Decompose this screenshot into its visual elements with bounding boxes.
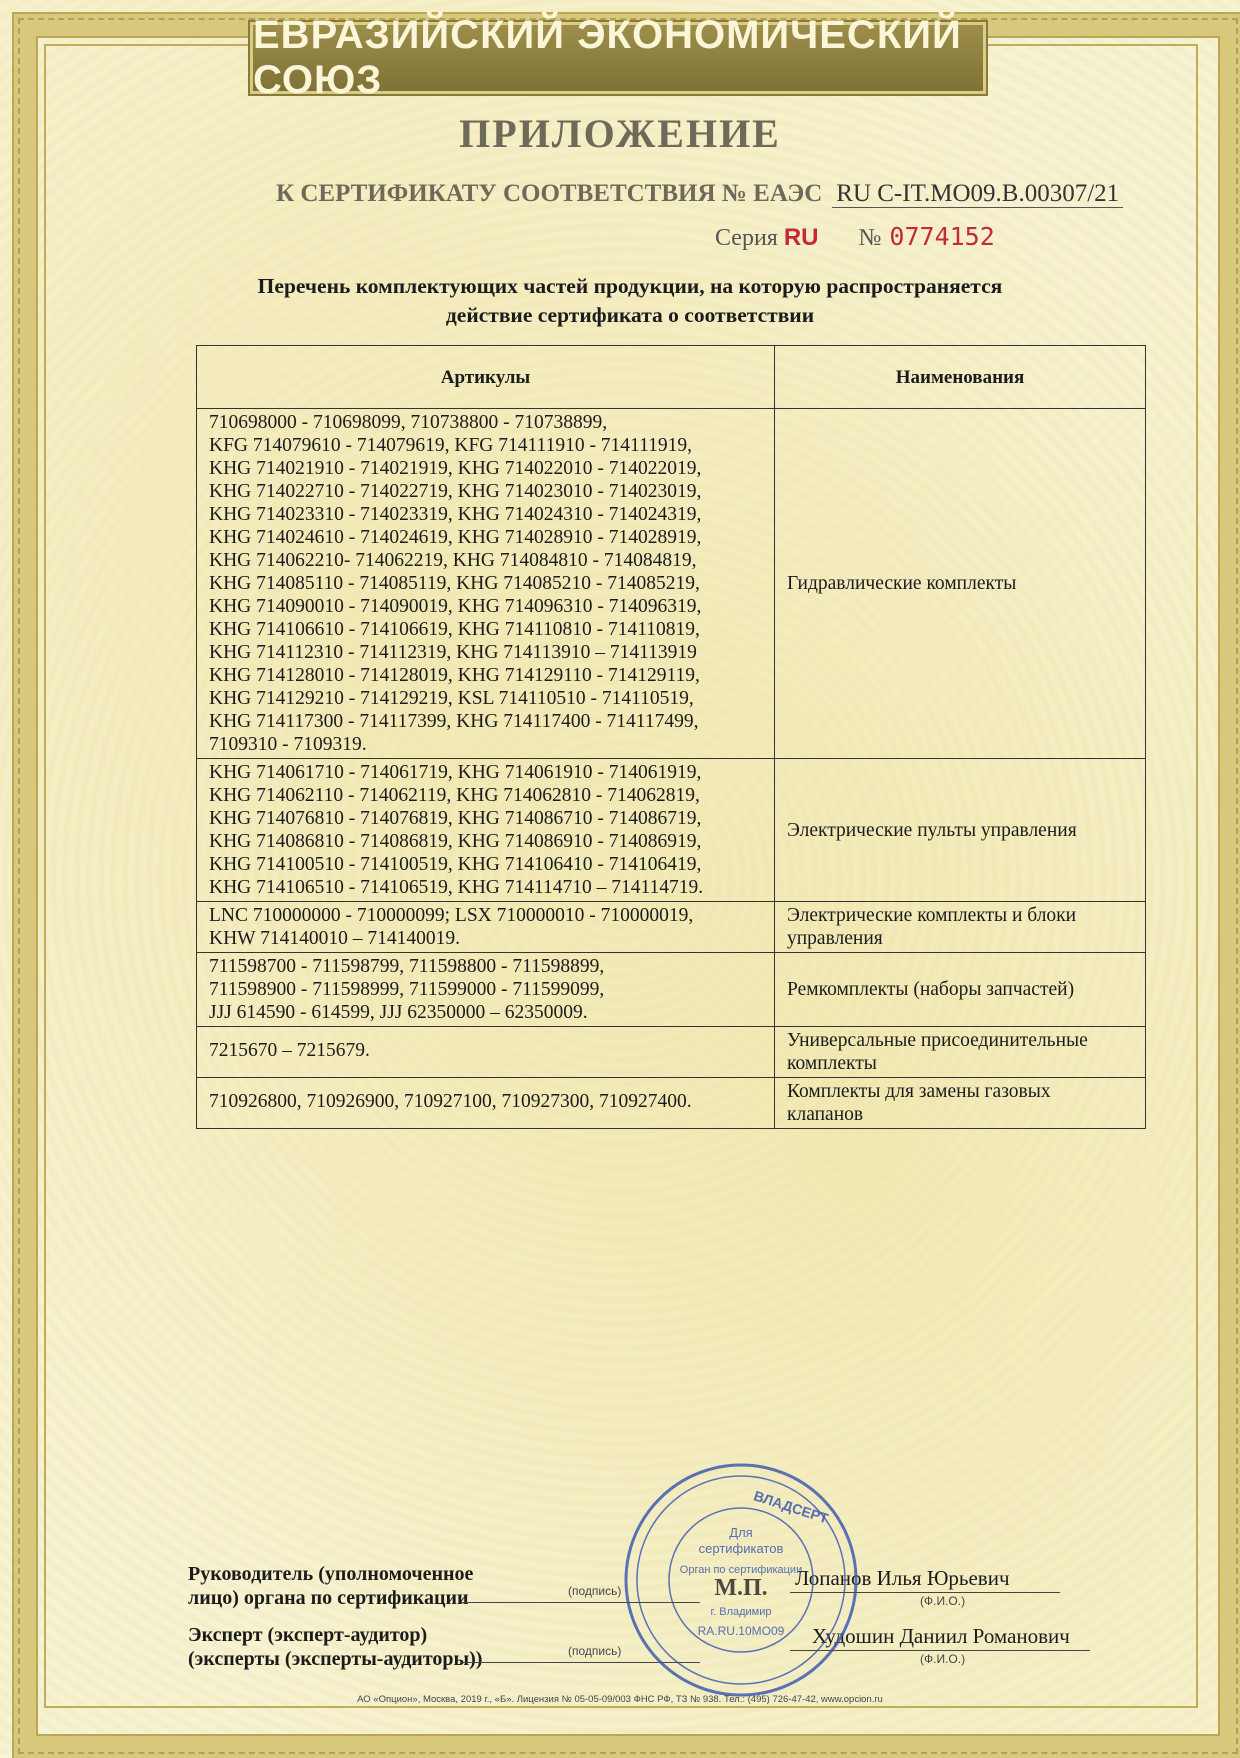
article-line: JJJ 614590 - 614599, JJJ 62350000 – 62350009. [209,1002,588,1023]
article-line: KHG 714022710 - 714022719, KHG 714023010 - 714023019, [209,481,702,502]
article-line: KFG 714079610 - 714079619, KFG 714111910 - 714111919, [209,435,692,456]
name-line: Универсальные присоединительные [787,1030,1088,1051]
article-line: KHG 714086810 - 714086819, KHG 714086910 - 714086919, [209,831,702,852]
table-row [197,1078,1146,1129]
expert-title-line-1: Эксперт (эксперт-аудитор) [188,1624,428,1646]
list-subtitle [150,272,1110,330]
name-line: Комплекты для замены газовых [787,1081,1051,1102]
article-line: 710698000 - 710698099, 710738800 - 710738899, [209,412,608,433]
subtitle-line-1: Перечень комплектующих частей продукции, на которую распространяется [257,274,1003,298]
article-line: KHG 714112310 - 714112319, KHG 714113910 – 714113919 [209,642,697,663]
expert-name: Худошин Даниил Романович [812,1624,1070,1648]
table-row [197,759,1146,902]
article-line: 7215670 – 7215679. [209,1040,370,1061]
article-line: 7109310 - 7109319. [209,734,367,755]
stamp-name: ВЛАДСЕРТ [751,1487,831,1527]
name-cell: Электрические пульты управления [775,759,1146,902]
stamp-org: Орган по сертификации [679,1564,803,1576]
signature-caption: (подпись) [568,1584,622,1598]
head-title-line-2: лицо) органа по сертификации [188,1587,469,1609]
serial-number: 0774152 [889,222,995,251]
article-line: KHG 714090010 - 714090019, KHG 714096310 - 714096319, [209,596,702,617]
components-table [196,345,1146,1129]
head-title-line-1: Руководитель (уполномоченное [188,1563,474,1585]
fio-caption: (Ф.И.О.) [920,1652,966,1666]
stamp-top: Для [729,1525,753,1540]
page-title: ПРИЛОЖЕНИЕ [459,111,781,156]
fio-caption: (Ф.И.О.) [920,1594,966,1608]
article-line: KHG 714024610 - 714024619, KHG 714028910 - 714028919, [209,527,702,548]
articles-cell [197,902,775,953]
article-line: KHG 714062210- 714062219, KHG 714084810 - 714084819, [209,550,697,571]
head-title [188,1562,473,1610]
article-line: LNC 710000000 - 710000099; LSX 710000010 - 710000019, [209,905,694,926]
table-header-row [197,346,1146,409]
name-line: управления [787,928,883,949]
article-line: KHW 714140010 – 714140019. [209,928,460,949]
head-name: Лопанов Илья Юрьевич [795,1566,1010,1590]
header-names: Наименования [775,346,1146,409]
article-line: KHG 714062110 - 714062119, KHG 714062810 - 714062819, [209,785,700,806]
union-banner [250,13,986,102]
stamp-city: г. Владимир [710,1606,772,1618]
name-line: Электрические комплекты и блоки [787,905,1077,926]
certificate-label: К СЕРТИФИКАТУ СООТВЕТСТВИЯ № ЕАЭС [276,180,823,207]
article-line: 711598900 - 711598999, 711599000 - 711599099, [209,979,605,1000]
series-label: Серия [715,225,778,251]
name-cell: Гидравлические комплекты [775,409,1146,759]
articles-cell [197,953,775,1027]
article-line: KHG 714023310 - 714023319, KHG 714024310 - 714024319, [209,504,702,525]
subtitle-line-2: действие сертификата о соответствии [445,303,815,327]
stamp-mp: М.П. [714,1575,768,1601]
table-row [197,1027,1146,1078]
stamp-mid: сертификатов [698,1541,784,1556]
articles-cell [197,759,775,902]
article-line: KHG 714106510 - 714106519, KHG 714114710 – 714114719. [209,877,704,898]
articles-cell [197,1027,775,1078]
article-line: 710926800, 710926900, 710927100, 710927300, 710927400. [209,1091,692,1112]
signature-caption: (подпись) [568,1644,622,1658]
name-cell [775,1078,1146,1129]
printer-footer: АО «Опцион», Москва, 2019 г., «Б». Лицензия № 05-05-09/003 ФНС РФ, ТЗ № 938. Тел.: (495) 726-47-42, www.opcion.ru [357,1694,883,1705]
article-line: KHG 714117300 - 714117399, KHG 714117400 - 714117499, [209,711,699,732]
articles-cell [197,1078,775,1129]
article-line: KHG 714076810 - 714076819, KHG 714086710 - 714086719, [209,808,702,829]
table-row [197,409,1146,759]
table-row [197,902,1146,953]
name-cell [775,1027,1146,1078]
expert-title-line-2: (эксперты (эксперты-аудиторы)) [188,1648,483,1670]
stamp-reg: RA.RU.10МО09 [697,1624,785,1638]
serial-no-label: № [858,225,882,251]
article-line: KHG 714085110 - 714085119, KHG 714085210 - 714085219, [209,573,700,594]
banner-text: ЕВРАЗИЙСКИЙ ЭКОНОМИЧЕСКИЙ СОЮЗ [253,13,962,102]
name-line: комплекты [787,1053,877,1074]
article-line: KHG 714021910 - 714021919, KHG 714022010 - 714022019, [209,458,702,479]
series-line [715,222,995,252]
article-line: KHG 714129210 - 714129219, KSL 714110510 - 714110519, [209,688,694,709]
article-line: KHG 714106610 - 714106619, KHG 714110810 - 714110819, [209,619,700,640]
table-row [197,953,1146,1027]
name-cell [775,902,1146,953]
certificate-line [276,180,1123,208]
article-line: KHG 714061710 - 714061719, KHG 714061910 - 714061919, [209,762,702,783]
expert-title [188,1623,482,1671]
article-line: KHG 714128010 - 714128019, KHG 714129110 - 714129119, [209,665,700,686]
certification-stamp [616,1455,866,1705]
name-cell: Ремкомплекты (наборы запчастей) [775,953,1146,1027]
article-line: 711598700 - 711598799, 711598800 - 711598899, [209,956,605,977]
articles-cell [197,409,775,759]
article-line: KHG 714100510 - 714100519, KHG 714106410 - 714106419, [209,854,702,875]
series-value: RU [783,224,819,251]
name-line: клапанов [787,1104,864,1125]
header-articles: Артикулы [197,346,775,409]
certificate-number: RU C-IT.МО09.В.00307/21 [832,180,1123,208]
